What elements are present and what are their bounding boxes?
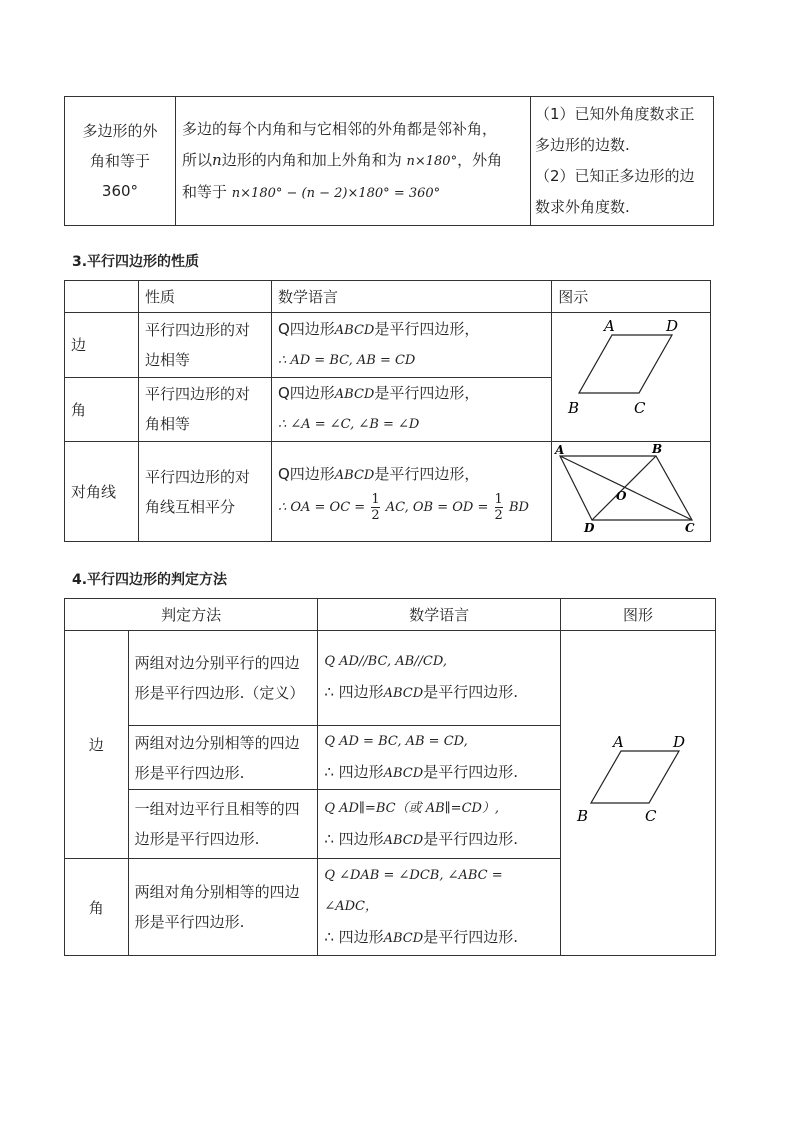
section-4-heading: 4.平行四边形的判定方法 [72,572,228,588]
row-angle-property: 平行四边形的对角相等 [139,377,272,442]
row-diagonal-property: 平行四边形的对角线互相平分 [139,442,272,542]
fig3-label-c: C [644,807,657,825]
exterior-angle-label-cell [65,97,176,226]
criterion-1-method: 两组对边分别平行的四边形是平行四边形.（定义） [128,631,318,726]
fig3-label-b: B [576,807,588,825]
fig3-label-d: D [672,733,685,751]
exterior-angle-application-cell [531,97,714,226]
fig2-label-o: O [616,489,627,503]
criteria-header-figure: 图形 [560,599,715,631]
fig2-label-b: B [652,442,663,456]
exterior-angle-content-cell [176,97,531,226]
fig1-label-b: B [568,399,580,417]
criterion-3-math: Q AD∥=BC（或 AB∥=CD）, ∴ 四边形ABCD是平行四边形. [318,790,561,859]
criteria-figure-cell [560,631,715,956]
content-line-2: 所以n边形的内角和加上外角和为 n×180°，外角 [182,150,503,169]
application-1: （1）已知外角度数求正多边形的边数. [535,105,695,154]
diagonals-figure [552,442,704,537]
properties-table [64,280,711,542]
fig1-label-d: D [666,317,679,335]
section-3-heading: 3.平行四边形的性质 [72,254,200,270]
parallelogram-figure [552,313,704,437]
fig1-label-c: C [634,399,646,417]
properties-header-math: 数学语言 [271,281,551,313]
criteria-table [64,598,716,956]
fig2-label-d: D [584,521,595,535]
group-angle-label: 角 [65,859,129,956]
exterior-angle-table [64,96,714,226]
row-side-property: 平行四边形的对边相等 [139,313,272,378]
content-line-3: 和等于 n×180° − (n − 2)×180° = 360° [182,182,441,201]
criterion-4-method: 两组对角分别相等的四边形是平行四边形. [128,859,318,956]
criterion-2-method: 两组对边分别相等的四边形是平行四边形. [128,725,318,790]
fig1-label-a: A [604,317,616,335]
fig2-label-c: C [685,521,695,535]
properties-header-blank [65,281,139,313]
properties-header-figure: 图示 [552,281,711,313]
fig3-label-a: A [612,733,624,751]
criteria-parallelogram-figure [561,631,715,951]
row-side-math: Q四边形ABCD是平行四边形， ∴ AD = BC, AB = CD [271,313,551,378]
row-angle-label: 角 [65,377,139,442]
criterion-2-math: Q AD = BC, AB = CD, ∴ 四边形ABCD是平行四边形. [318,725,561,790]
row-side-label: 边 [65,313,139,378]
figure-parallelogram-cell [552,313,711,442]
criterion-4-math: Q ∠DAB = ∠DCB, ∠ABC = ∠ADC， ∴ 四边形ABCD是平行四边形. [318,859,561,956]
criterion-1-math: Q AD//BC, AB//CD, ∴ 四边形ABCD是平行四边形. [318,631,561,726]
fig2-label-a: A [555,443,565,457]
fraction-one-half: $\frac{1}{2}$ [371,491,380,523]
exterior-angle-label: 多边形的外角和等于360° [82,122,158,200]
application-2: （2）已知正多边形的边数求外角度数. [535,167,695,216]
criteria-header-method: 判定方法 [65,599,318,631]
properties-header-property: 性质 [139,281,272,313]
row-diagonal-math: Q四边形ABCD是平行四边形， ∴ OA = OC = $\frac{1}{2}$ AC, OB = OD = $\frac{1}{2}$ BD [271,442,551,542]
row-angle-math: Q四边形ABCD是平行四边形， ∴ ∠A = ∠C, ∠B = ∠D [271,377,551,442]
group-side-label: 边 [65,631,129,859]
criterion-3-method: 一组对边平行且相等的四边形是平行四边形. [128,790,318,859]
content-line-1: 多边的每个内角和与它相邻的外角都是邻补角， [182,119,498,138]
criteria-header-math: 数学语言 [318,599,561,631]
row-diagonal-label: 对角线 [65,442,139,542]
fraction-one-half-2: $\frac{1}{2}$ [494,491,503,523]
figure-diagonals-cell [552,442,711,542]
